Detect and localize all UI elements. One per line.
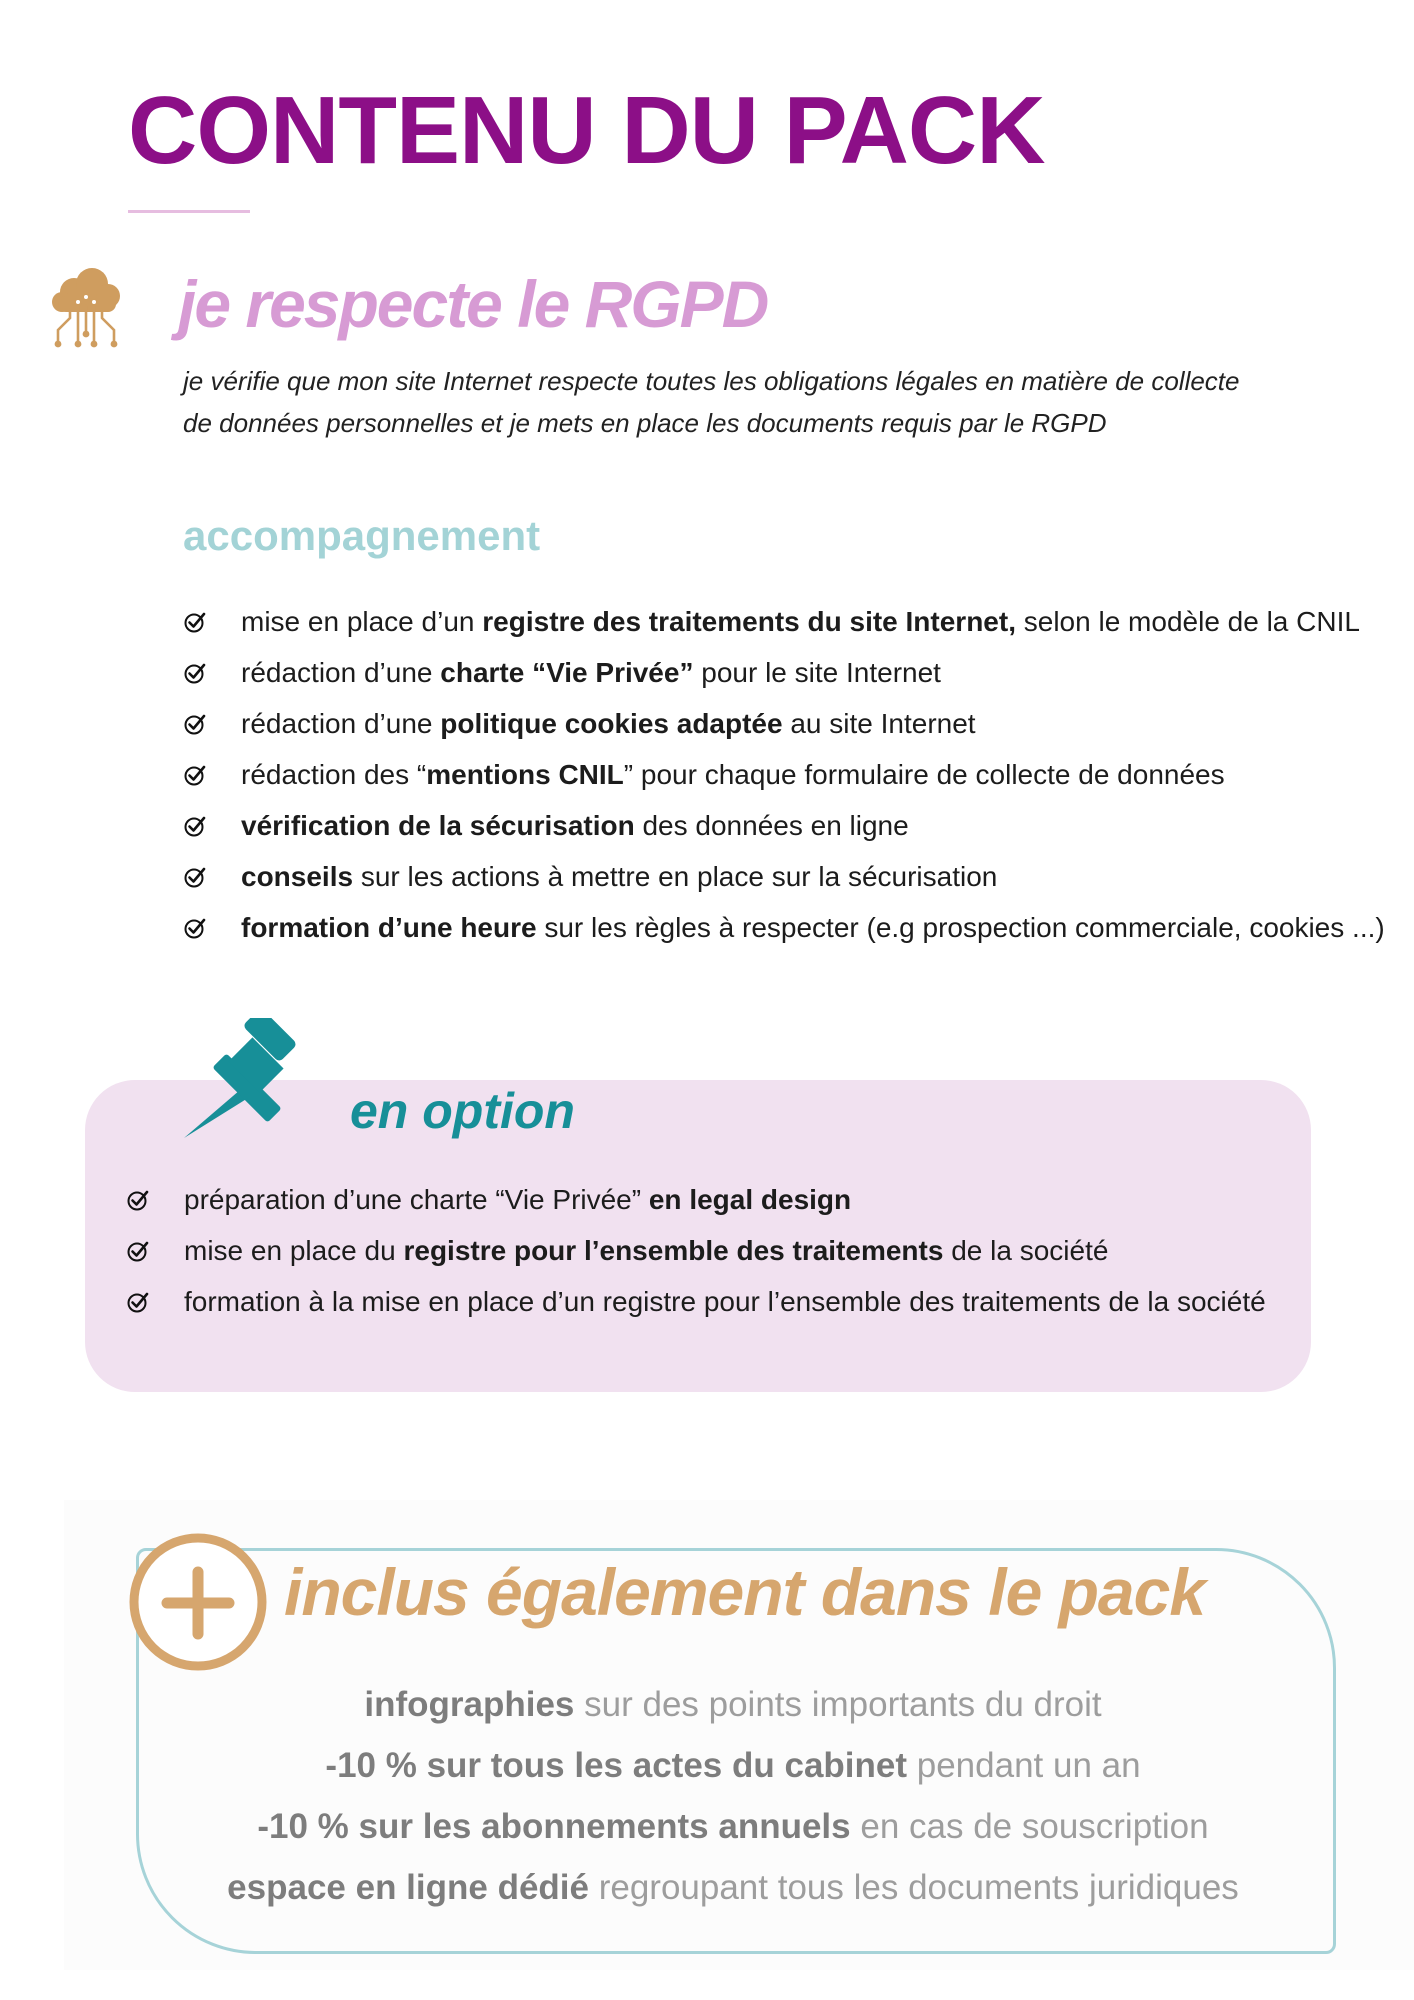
- item-text: rédaction d’une: [241, 657, 441, 688]
- item-text-bold: -10 % sur tous les actes du cabinet: [325, 1746, 908, 1785]
- check-circle-icon: [126, 1290, 150, 1314]
- check-circle-icon: [183, 712, 207, 736]
- item-text-bold: politique cookies adaptée: [440, 708, 783, 739]
- item-text: formation à la mise en place d’un registre pour l’ensemble des traitements de la société: [184, 1286, 1266, 1317]
- item-text: de la société: [943, 1235, 1109, 1266]
- item-text: au site Internet: [782, 708, 976, 739]
- list-item: [126, 1174, 1326, 1225]
- cloud-network-icon: [44, 266, 128, 350]
- list-item: [183, 749, 1413, 800]
- item-text-bold: formation d’une heure: [241, 912, 537, 943]
- page-title: CONTENU DU PACK: [128, 77, 1045, 184]
- item-text: rédaction d’une: [241, 708, 441, 739]
- check-circle-icon: [183, 814, 207, 838]
- item-text-bold: espace en ligne dédié: [227, 1868, 589, 1907]
- check-circle-icon: [126, 1188, 150, 1212]
- item-text: sur des points importants du droit: [574, 1685, 1102, 1724]
- list-item: [183, 800, 1413, 851]
- list-item: [183, 596, 1413, 647]
- item-text-bold: en legal design: [648, 1184, 852, 1215]
- included-item: [136, 1735, 1330, 1796]
- item-text: en cas de souscription: [850, 1807, 1209, 1846]
- item-text: ” pour chaque formulaire de collecte de données: [623, 759, 1225, 790]
- section-description: [183, 360, 1363, 444]
- included-title: inclus également dans le pack: [284, 1555, 1206, 1629]
- pushpin-icon: [182, 1018, 302, 1140]
- accompagnement-title: accompagnement: [183, 512, 541, 559]
- item-text: mise en place d’un: [241, 606, 483, 637]
- item-text: pour le site Internet: [693, 657, 941, 688]
- list-item: [126, 1225, 1326, 1276]
- section-title: je respecte le RGPD: [178, 267, 768, 341]
- option-title: en option: [350, 1083, 575, 1139]
- item-text-bold: charte “Vie Privée”: [440, 657, 694, 688]
- check-circle-icon: [183, 916, 207, 940]
- item-text: sur les actions à mettre en place sur la sécurisation: [353, 861, 998, 892]
- check-circle-icon: [183, 865, 207, 889]
- item-text: des données en ligne: [634, 810, 909, 841]
- included-item: [136, 1674, 1330, 1735]
- item-text: selon le modèle de la CNIL: [1015, 606, 1360, 637]
- item-text: mise en place du: [184, 1235, 404, 1266]
- item-text-bold: vérification de la sécurisation: [241, 810, 635, 841]
- check-circle-icon: [126, 1239, 150, 1263]
- item-text: pendant un an: [907, 1746, 1141, 1785]
- item-text-bold: registre pour l’ensemble des traitements: [403, 1235, 944, 1266]
- included-item: [136, 1857, 1330, 1918]
- section-description-line: de données personnelles et je mets en place les documents requis par le RGPD: [183, 408, 1107, 438]
- option-list: [126, 1174, 1326, 1327]
- check-circle-icon: [183, 661, 207, 685]
- list-item: [183, 647, 1413, 698]
- check-circle-icon: [183, 610, 207, 634]
- accompagnement-list: [183, 596, 1413, 953]
- item-text-bold: registre des traitements du site Internet,: [482, 606, 1016, 637]
- item-text-bold: infographies: [364, 1685, 575, 1724]
- section-description-line: je vérifie que mon site Internet respecte toutes les obligations légales en matière de collecte: [183, 366, 1240, 396]
- list-item: [126, 1276, 1326, 1327]
- included-item: [136, 1796, 1330, 1857]
- list-item: [183, 902, 1413, 953]
- item-text-bold: -10 % sur les abonnements annuels: [257, 1807, 851, 1846]
- item-text: préparation d’une charte “Vie Privée”: [184, 1184, 649, 1215]
- item-text: rédaction des “: [241, 759, 427, 790]
- plus-icon: [126, 1530, 270, 1674]
- item-text: sur les règles à respecter (e.g prospection commerciale, cookies ...): [536, 912, 1385, 943]
- item-text: regroupant tous les documents juridiques: [588, 1868, 1239, 1907]
- title-divider: [128, 210, 250, 213]
- item-text-bold: conseils: [241, 861, 354, 892]
- list-item: [183, 851, 1413, 902]
- item-text-bold: mentions CNIL: [426, 759, 624, 790]
- list-item: [183, 698, 1413, 749]
- included-list: [136, 1674, 1330, 1918]
- check-circle-icon: [183, 763, 207, 787]
